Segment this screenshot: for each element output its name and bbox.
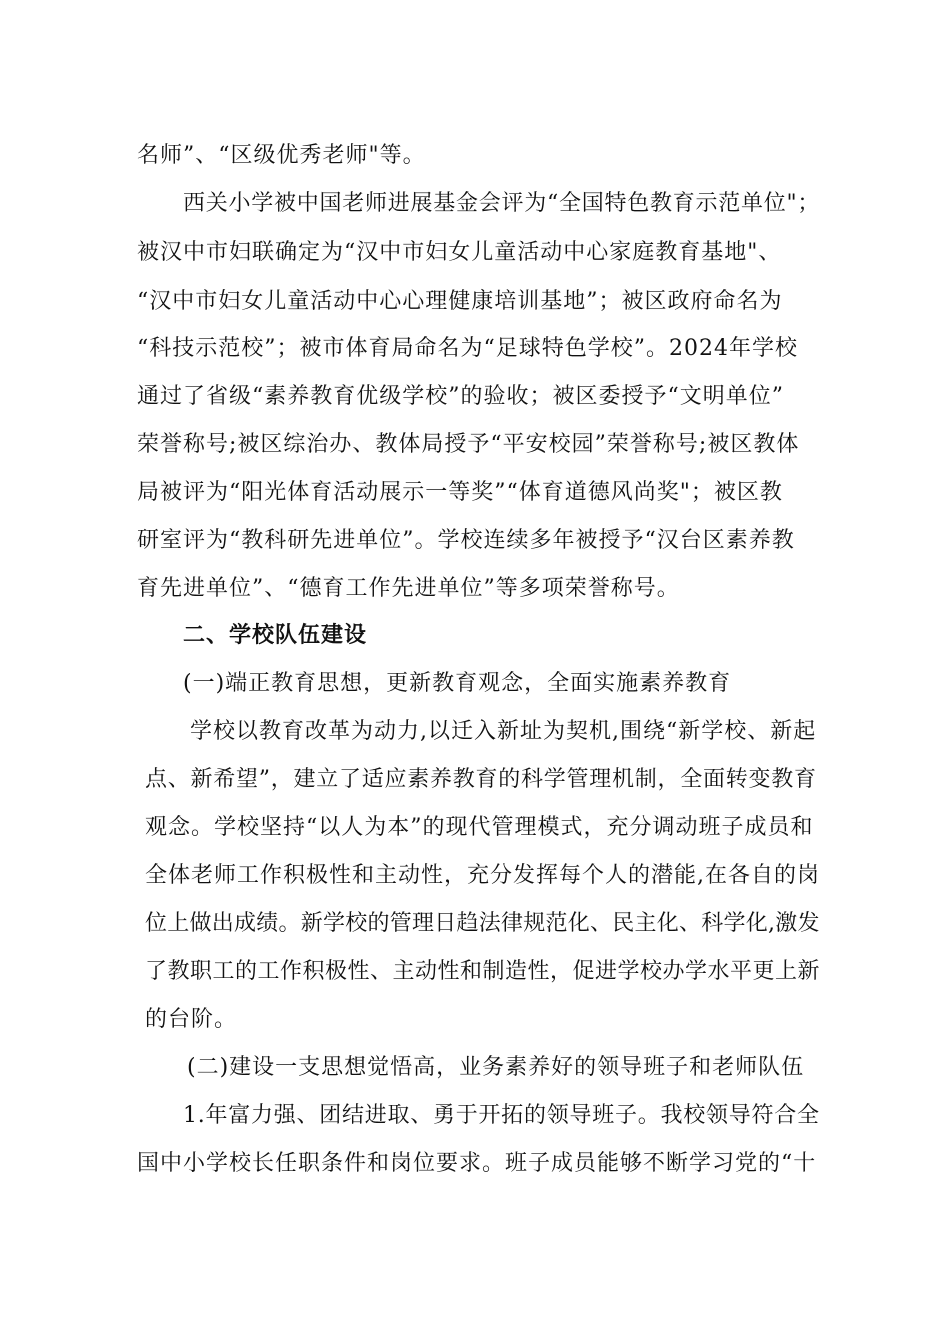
text-line: 名师”、“区级优秀老师"等。 (137, 143, 426, 168)
subsection-heading: (一)端正教育思想，更新教育观念，全面实施素养教育 (183, 671, 732, 696)
text-line: “科技示范校”；被市体育局命名为“足球特色学校”。2024年学校 (137, 336, 798, 361)
paragraph-start-line: 西关小学被中国老师进展基金会评为“全国特色教育示范单位"； (183, 191, 821, 216)
section-heading: 二、学校队伍建设 (183, 623, 368, 648)
text-line: 全体老师工作积极性和主动性，充分发挥每个人的潜能,在各自的岗 (145, 863, 820, 888)
text-line: 通过了省级“素养教育优级学校”的验收；被区委授予“文明单位” (137, 384, 784, 409)
text-line: 的台阶。 (145, 1007, 238, 1032)
text-line: 育先进单位”、“德育工作先进单位”等多项荣誉称号。 (137, 576, 680, 601)
text-line: “汉中市妇女儿童活动中心心理健康培训基地”；被区政府命名为 (137, 289, 783, 314)
text-line: 被汉中市妇联确定为“汉中市妇女儿童活动中心家庭教育基地"、 (137, 240, 782, 265)
text-line: 了教职工的工作积极性、主动性和制造性，促进学校办学水平更上新 (145, 959, 821, 984)
text-line: 点、新希望”，建立了适应素养教育的科学管理机制，全面转变教育 (145, 767, 817, 792)
text-line: 研室评为“教科研先进单位”。学校连续多年被授予“汉台区素养教 (137, 528, 795, 553)
text-line: 位上做出成绩。新学校的管理日趋法律规范化、民主化、科学化,激发 (145, 911, 820, 936)
paragraph-start-line: 1.年富力强、团结进取、勇于开拓的领导班子。我校领导符合全 (183, 1103, 820, 1128)
text-line: 国中小学校长任职条件和岗位要求。班子成员能够不断学习党的“十 (137, 1151, 817, 1176)
text-line: 观念。学校坚持“以人为本”的现代管理模式，充分调动班子成员和 (145, 815, 814, 840)
subsection-heading: (二)建设一支思想觉悟高，业务素养好的领导班子和老师队伍 (187, 1055, 805, 1080)
text-line: 荣誉称号;被区综治办、教体局授予“平安校园”荣誉称号;被区教体 (137, 432, 800, 457)
text-line: 局被评为“阳光体育活动展示一等奖”“体育道德风尚奖"；被区教 (137, 480, 783, 505)
paragraph-start-line: 学校以教育改革为动力,以迁入新址为契机,围绕“新学校、新起 (190, 719, 817, 744)
